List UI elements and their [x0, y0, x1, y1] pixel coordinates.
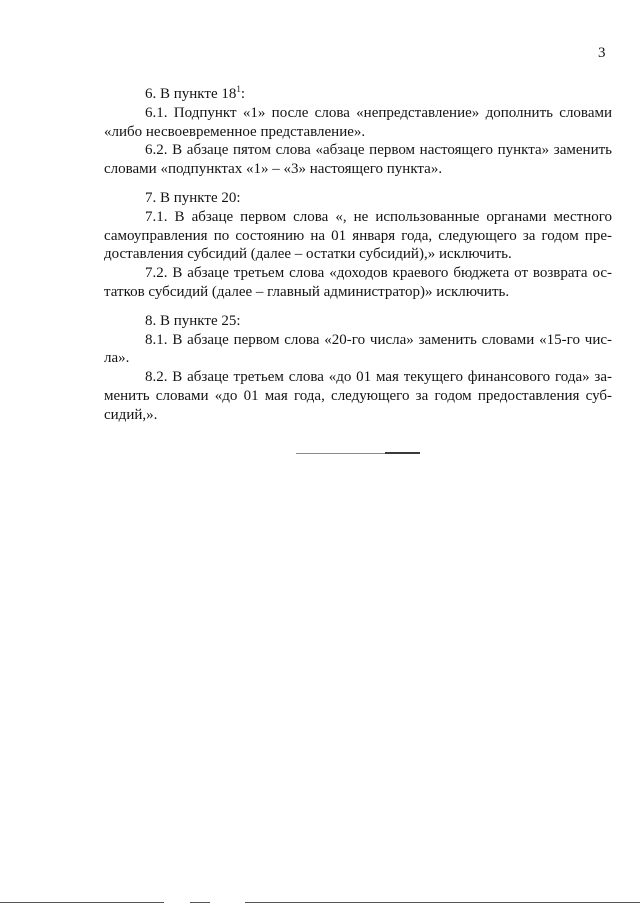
- section-heading: 7. В пункте 20:: [145, 189, 241, 206]
- text-line: 7.2. В абзаце третьем слова «доходов краевого бюджета от возврата ос-: [145, 265, 612, 282]
- heading-superscript: 1: [236, 84, 241, 94]
- text-line: сидий,».: [104, 406, 158, 423]
- scan-edge-line: [190, 902, 210, 903]
- text-line: 6.1. Подпункт «1» после слова «непредставление» дополнить словами: [145, 104, 612, 121]
- end-separator-line: [296, 453, 385, 454]
- section-7: [104, 189, 612, 302]
- scan-edge-line: [245, 902, 640, 903]
- text-line: доставления субсидий (далее – остатки субсидий),» исключить.: [104, 246, 512, 263]
- section-heading: [104, 85, 612, 104]
- section-8: [104, 312, 612, 425]
- text-line: 8.2. В абзаце третьем слова «до 01 мая текущего финансового года» за-: [145, 369, 612, 386]
- scan-edge-line: [0, 902, 164, 903]
- text-line: «либо несвоевременное представление».: [104, 123, 366, 140]
- end-separator-line: [385, 452, 420, 454]
- text-line: словами «подпунктах «1» – «3» настоящего пункта».: [104, 161, 443, 178]
- text-line: 6.2. В абзаце пятом слова «абзаце первом настоящего пункта» заменить: [145, 142, 612, 159]
- page-number: 3: [598, 45, 606, 61]
- text-line: самоуправления по состоянию на 01 января года, следующего за годом пре-: [104, 227, 612, 244]
- text-line: 7.1. В абзаце первом слова «, не использованные органами местного: [145, 208, 612, 225]
- text-line: менить словами «до 01 мая года, следующего за годом предоставления суб-: [104, 387, 612, 404]
- section-heading: 8. В пункте 25:: [145, 312, 241, 329]
- heading-tail: :: [240, 86, 246, 102]
- text-line: 8.1. В абзаце первом слова «20-го числа» заменить словами «15-го чис-: [145, 331, 612, 348]
- section-6: [104, 85, 612, 179]
- heading-text: 6. В пункте 18: [145, 86, 237, 102]
- document-body: [104, 85, 612, 425]
- text-line: ла».: [104, 350, 130, 367]
- text-line: татков субсидий (далее – главный администратор)» исключить.: [104, 283, 510, 300]
